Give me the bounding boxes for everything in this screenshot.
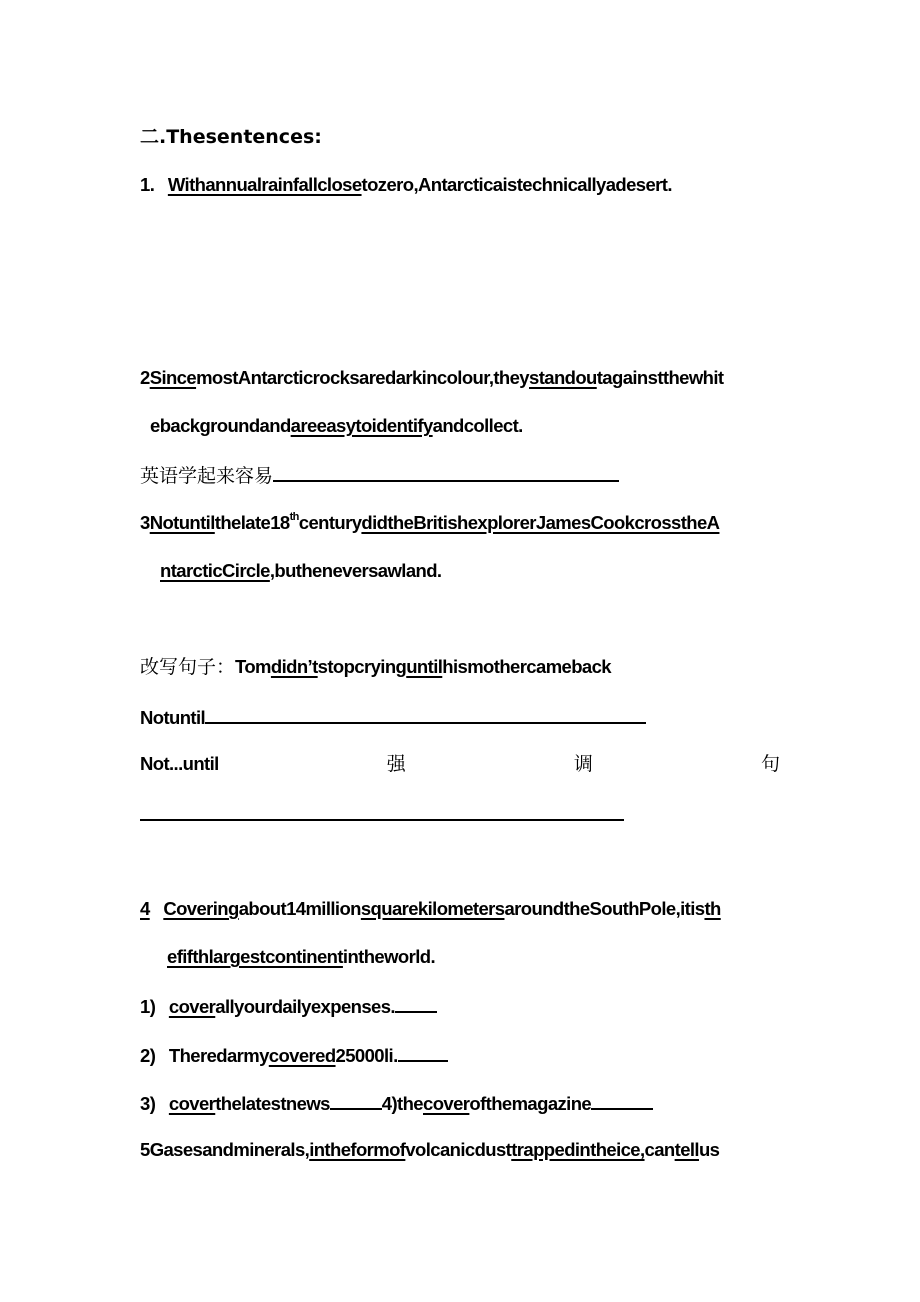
sentence-4-cont: efifthlargestcontinentintheworld. — [167, 946, 435, 967]
rewrite-line: 改写句子：Tomdidn’tstopcryinguntilhismothercameback — [140, 656, 611, 678]
sentence-3: 3Notuntilthelate18thcenturydidtheBritishexplorerJamesCookcrosstheA — [140, 510, 720, 533]
sentence-3-cont: ntarcticCircle,butheneversawland. — [160, 560, 442, 581]
notuntil-line: Notuntil — [140, 704, 646, 730]
item-1: 1) coverallyourdailyexpenses. — [140, 993, 437, 1019]
cn-english-line: 英语学起来容易 — [140, 462, 619, 488]
sentence-1: 1. Withannualrainfallclosetozero,Antarcticaistechnicallyadesert. — [140, 174, 672, 195]
sentence-2-cont: ebackgroundandareeasytoidentifyandcollect. — [150, 415, 523, 436]
sentence-4: 4 Coveringabout14millionsquarekilometersaroundtheSouthPole,itisth — [140, 898, 721, 919]
sentence-5: 5Gasesandminerals,intheformofvolcanicdusttrappedintheice,cantellus — [140, 1139, 720, 1160]
answer-blank[interactable] — [273, 462, 619, 482]
answer-blank[interactable] — [395, 993, 437, 1013]
sentence-2: 2SincemostAntarcticrocksaredarkincolour,theystandoutagainstthewhit — [140, 367, 724, 388]
section-heading: 二.Thesentences: — [140, 126, 322, 148]
answer-blank[interactable] — [140, 819, 624, 821]
emphasis-line: Not...until 强 调 句 — [140, 753, 780, 775]
item-2: 2) Theredarmycovered25000li. — [140, 1042, 448, 1068]
answer-blank[interactable] — [330, 1090, 382, 1110]
item-3-4: 3) coverthelatestnews 4)thecoverofthemagazine — [140, 1090, 653, 1116]
answer-blank[interactable] — [205, 704, 646, 724]
answer-blank[interactable] — [398, 1042, 448, 1062]
answer-blank[interactable] — [591, 1090, 653, 1110]
